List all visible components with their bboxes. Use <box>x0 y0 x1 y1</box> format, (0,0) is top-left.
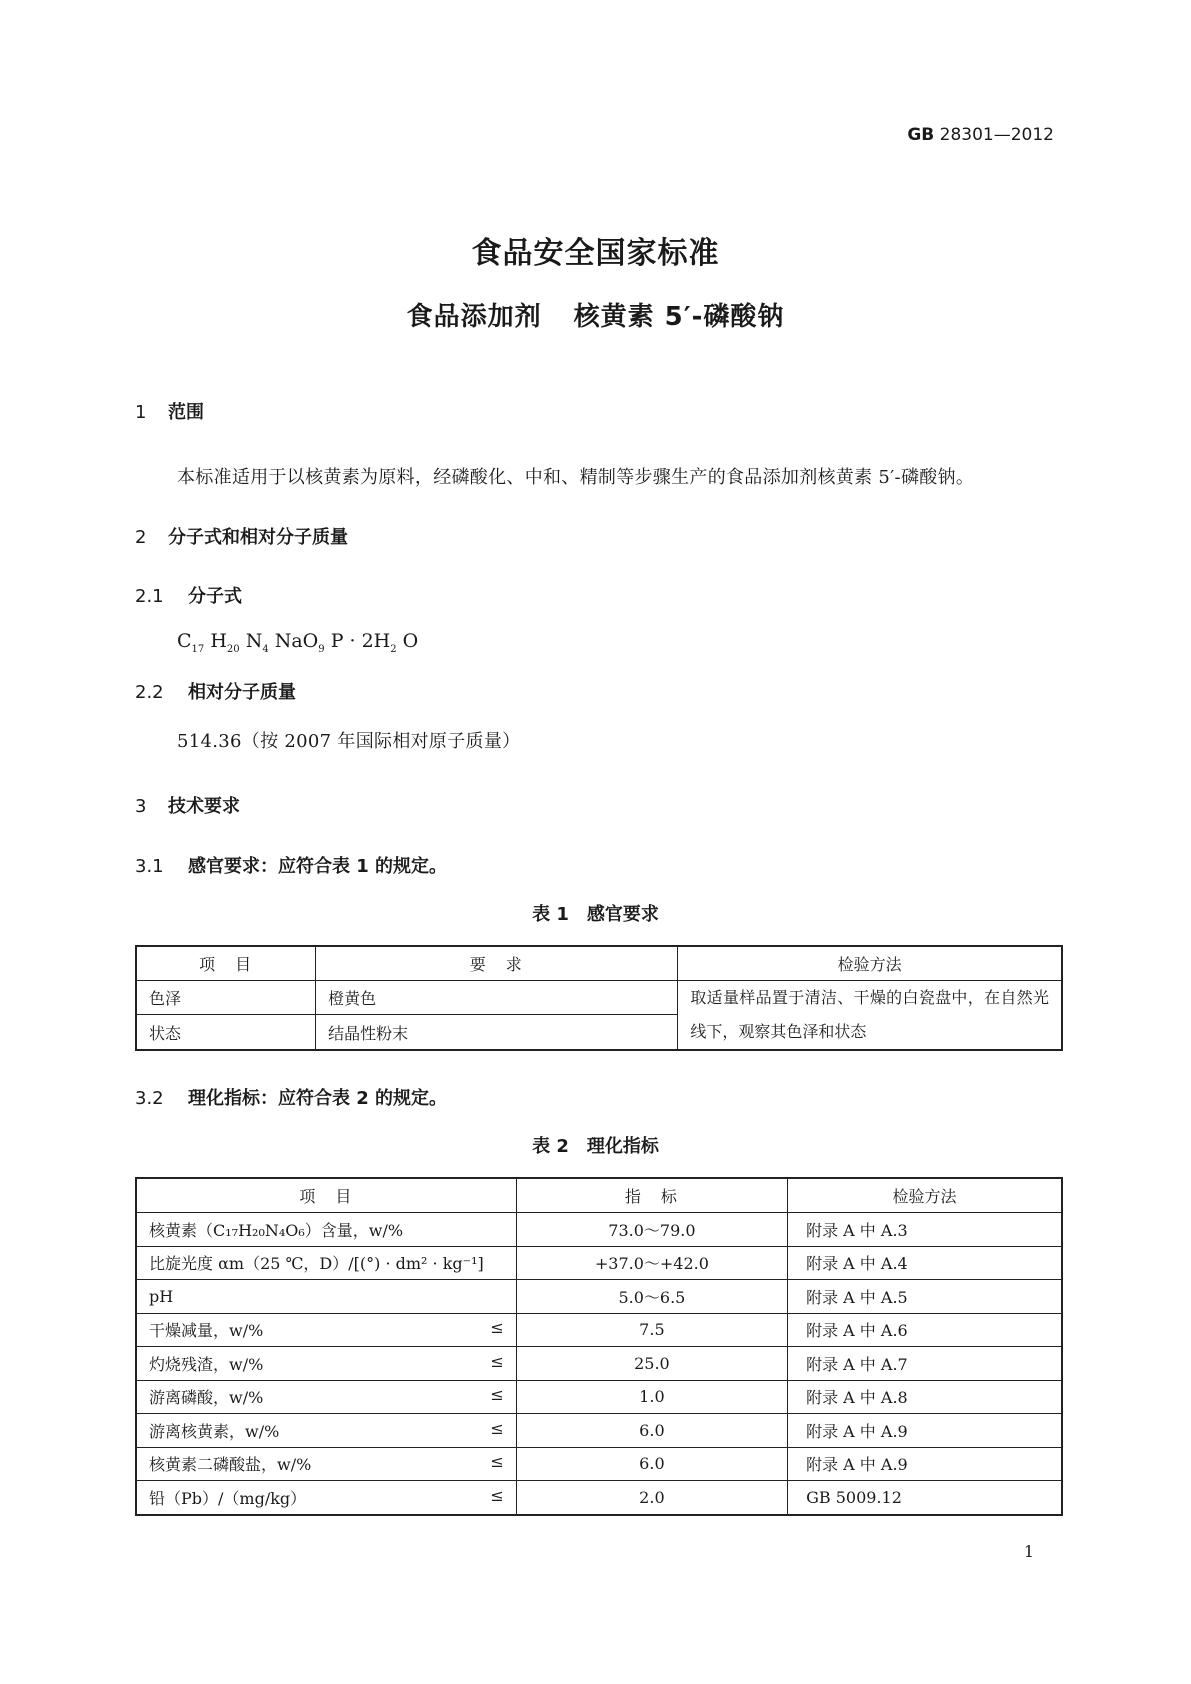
section-title: 感官要求：应符合表 1 的规定。 <box>188 856 448 877</box>
section-2-2-heading <box>135 678 296 704</box>
cell-method: 附录 A 中 A.5 <box>788 1280 1062 1314</box>
section-3-heading <box>135 792 240 818</box>
less-equal-symbol: ≤ <box>490 1385 504 1405</box>
cell-value: 6.0 <box>516 1414 787 1448</box>
cell-item: 干燥减量，w/% ≤ <box>136 1313 516 1347</box>
less-equal-symbol: ≤ <box>490 1318 504 1338</box>
section-1-heading <box>135 398 204 424</box>
cell-item: 铅（Pb）/（mg/kg） ≤ <box>136 1481 516 1515</box>
cell-item: 灼烧残渣，w/% ≤ <box>136 1347 516 1381</box>
cell-item: 色泽 <box>136 981 316 1015</box>
section-number: 3.1 <box>135 856 164 877</box>
cell-item: 核黄素（C₁₇H₂₀N₄O₆）含量，w/% <box>136 1213 516 1247</box>
col-header-item: 项 目 <box>136 1178 516 1213</box>
cell-method: 附录 A 中 A.6 <box>788 1313 1062 1347</box>
cell-value: 5.0～6.5 <box>516 1280 787 1314</box>
table-1-caption: 表 1 感官要求 <box>532 904 659 925</box>
cell-method: 附录 A 中 A.7 <box>788 1347 1062 1381</box>
section-title: 理化指标：应符合表 2 的规定。 <box>188 1088 448 1109</box>
cell-item: 游离磷酸，w/% ≤ <box>136 1380 516 1414</box>
cell-requirement: 橙黄色 <box>316 981 678 1015</box>
cell-value: 2.0 <box>516 1481 787 1515</box>
section-1-text: 本标准适用于以核黄素为原料，经磷酸化、中和、精制等步骤生产的食品添加剂核黄素 5′-磷酸钠。 <box>177 467 975 488</box>
section-2-heading <box>135 523 348 549</box>
cell-item: 比旋光度 αm（25 ℃，D）/[(°) · dm² · kg⁻¹] <box>136 1246 516 1280</box>
cell-item: 状态 <box>136 1015 316 1050</box>
cell-value: 73.0～79.0 <box>516 1213 787 1247</box>
table-2 <box>135 1177 1063 1516</box>
table-row <box>136 1213 1062 1247</box>
col-header-requirement: 要 求 <box>316 946 678 981</box>
cell-method: 附录 A 中 A.9 <box>788 1447 1062 1481</box>
table-row <box>136 1447 1062 1481</box>
section-3-1-heading <box>135 852 447 878</box>
page-subtitle <box>0 296 1191 333</box>
col-header-item: 项 目 <box>136 946 316 981</box>
col-header-value: 指 标 <box>516 1178 787 1213</box>
table-row <box>136 1481 1062 1515</box>
cell-value: 6.0 <box>516 1447 787 1481</box>
section-title: 范围 <box>168 402 204 423</box>
section-number: 2 <box>135 527 147 548</box>
standard-number <box>907 125 1054 145</box>
section-title: 技术要求 <box>168 796 240 817</box>
cell-value: 1.0 <box>516 1380 787 1414</box>
table-row <box>136 1246 1062 1280</box>
table-row <box>136 981 1062 1015</box>
section-number: 2.1 <box>135 586 164 607</box>
cell-method: 附录 A 中 A.9 <box>788 1414 1062 1448</box>
standard-prefix: GB <box>907 125 935 145</box>
molecular-formula: $C_{17}$ $H_{20}$ $N_4$ NaO$_9$ $P \cdot 2H_2$ O <box>177 630 419 655</box>
cell-value: 25.0 <box>516 1347 787 1381</box>
section-title: 相对分子质量 <box>188 682 296 703</box>
cell-method: 附录 A 中 A.4 <box>788 1246 1062 1280</box>
cell-method: 附录 A 中 A.3 <box>788 1213 1062 1247</box>
section-title: 分子式 <box>188 586 242 607</box>
cell-item: pH <box>136 1280 516 1314</box>
section-number: 3 <box>135 796 147 817</box>
less-equal-symbol: ≤ <box>490 1485 504 1505</box>
cell-item: 核黄素二磷酸盐，w/% ≤ <box>136 1447 516 1481</box>
table-row <box>136 1380 1062 1414</box>
table-1 <box>135 945 1063 1051</box>
less-equal-symbol: ≤ <box>490 1418 504 1438</box>
cell-value: +37.0～+42.0 <box>516 1246 787 1280</box>
section-number: 1 <box>135 402 147 423</box>
section-2-1-heading <box>135 582 242 608</box>
section-title: 分子式和相对分子质量 <box>168 527 348 548</box>
table-header-row <box>136 1178 1062 1213</box>
cell-method: 取适量样品置于清洁、干燥的白瓷盘中，在自然光线下，观察其色泽和状态 <box>678 981 1062 1051</box>
table-row <box>136 1313 1062 1347</box>
section-number: 3.2 <box>135 1088 164 1109</box>
table-row <box>136 1414 1062 1448</box>
subtitle-right: 核黄素 5′-磷酸钠 <box>573 302 785 332</box>
table-header-row <box>136 946 1062 981</box>
cell-item: 游离核黄素，w/% ≤ <box>136 1414 516 1448</box>
less-equal-symbol: ≤ <box>490 1452 504 1472</box>
table-row <box>136 1347 1062 1381</box>
table-row <box>136 1280 1062 1314</box>
section-3-2-heading <box>135 1084 447 1110</box>
table-2-caption: 表 2 理化指标 <box>532 1136 659 1157</box>
less-equal-symbol: ≤ <box>490 1351 504 1371</box>
molecular-mass: 514.36（按 2007 年国际相对原子质量） <box>177 731 521 752</box>
col-header-method: 检验方法 <box>788 1178 1062 1213</box>
page-number: 1 <box>1023 1542 1034 1561</box>
standard-code: 28301—2012 <box>939 125 1054 145</box>
cell-method: 附录 A 中 A.8 <box>788 1380 1062 1414</box>
cell-requirement: 结晶性粉末 <box>316 1015 678 1050</box>
subtitle-left: 食品添加剂 <box>406 302 542 332</box>
cell-method: GB 5009.12 <box>788 1481 1062 1515</box>
cell-value: 7.5 <box>516 1313 787 1347</box>
page-title: 食品安全国家标准 <box>471 236 720 271</box>
section-number: 2.2 <box>135 682 164 703</box>
col-header-method: 检验方法 <box>678 946 1062 981</box>
